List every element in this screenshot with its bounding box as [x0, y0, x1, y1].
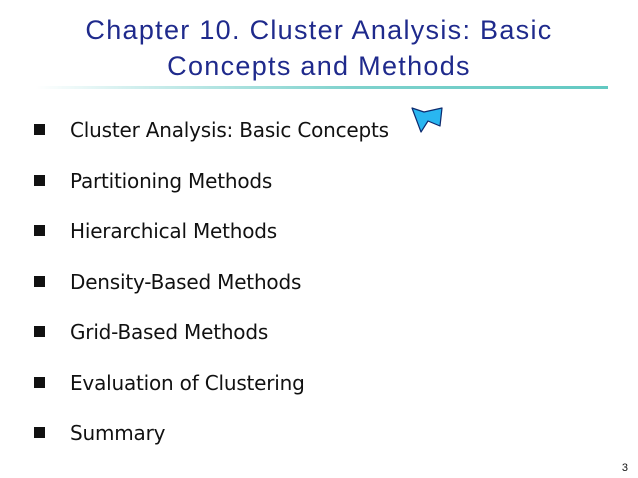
outline-item-label: Cluster Analysis: Basic Concepts	[70, 118, 389, 142]
square-bullet-icon	[34, 276, 45, 287]
outline-item-label: Summary	[70, 421, 166, 445]
outline-item-label: Evaluation of Clustering	[70, 370, 305, 395]
outline-item-label: Density-Based Methods	[70, 269, 302, 294]
slide-title-line-2: Concepts and Methods	[167, 51, 471, 81]
outline-item	[0, 106, 638, 157]
title-underline-rule	[36, 86, 608, 89]
pointer-arrow-icon	[410, 105, 444, 135]
square-bullet-icon	[34, 124, 45, 135]
slide-title-line-1: Chapter 10. Cluster Analysis: Basic	[85, 15, 553, 45]
outline-item	[0, 157, 638, 208]
outline-item-label: Grid-Based Methods	[70, 320, 269, 344]
outline-list	[0, 106, 638, 460]
page-number: 3	[621, 462, 628, 474]
square-bullet-icon	[34, 175, 45, 186]
square-bullet-icon	[34, 326, 45, 337]
outline-item-label: Hierarchical Methods	[70, 219, 277, 243]
outline-item	[0, 258, 638, 309]
outline-item	[0, 308, 638, 359]
outline-item-label: Partitioning Methods	[70, 168, 273, 193]
outline-item	[0, 207, 638, 258]
square-bullet-icon	[34, 225, 45, 236]
outline-item	[0, 359, 638, 410]
square-bullet-icon	[34, 427, 45, 438]
slide-title	[20, 12, 618, 84]
outline-item	[0, 409, 638, 460]
square-bullet-icon	[34, 377, 45, 388]
